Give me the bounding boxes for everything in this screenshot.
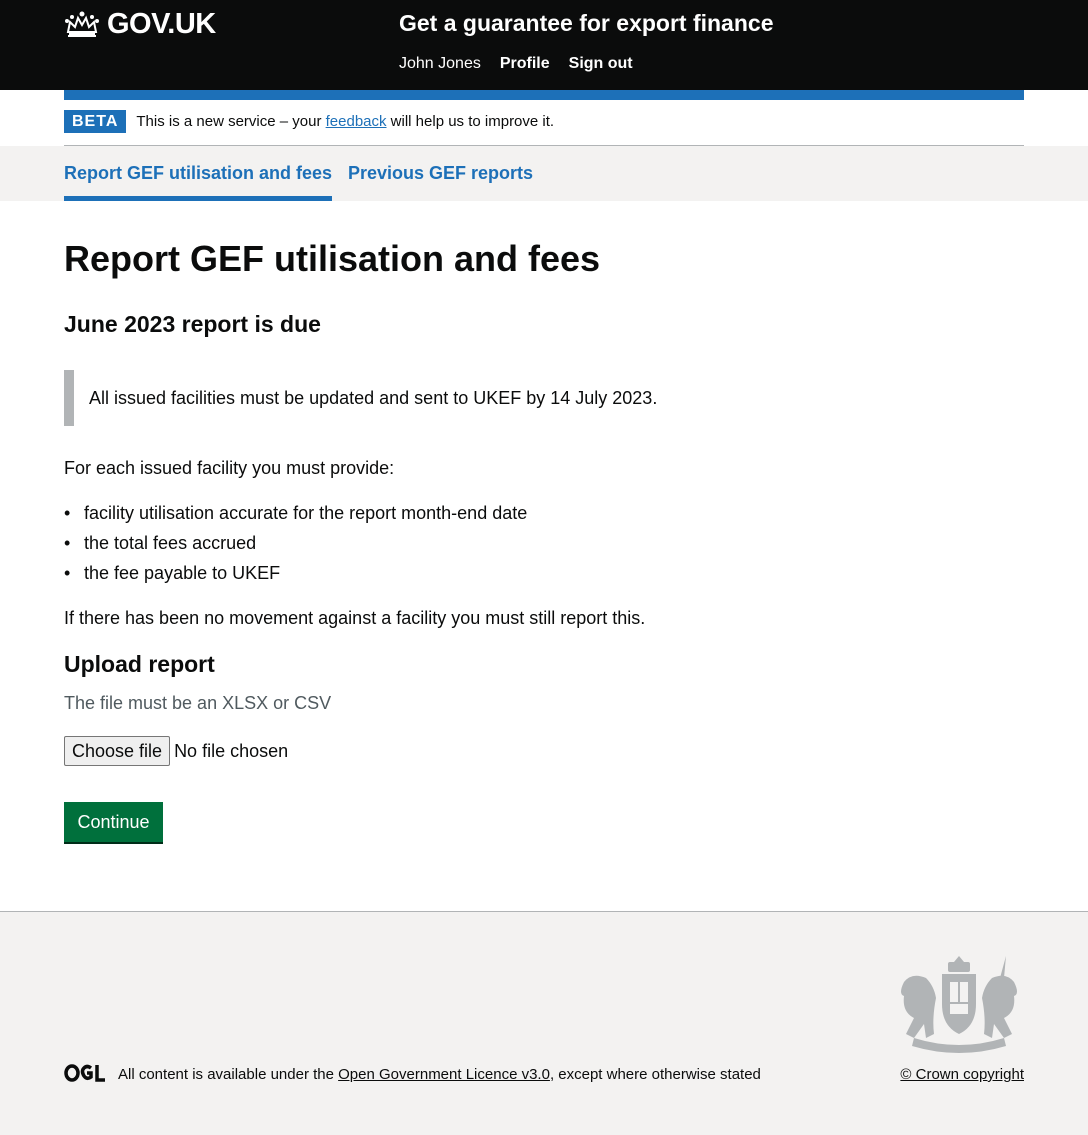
ogl-link[interactable]: Open Government Licence v3.0 — [338, 1066, 550, 1083]
beta-text: This is a new service – your feedback will help us to improve it. — [136, 113, 555, 130]
intro-text: For each issued facility you must provide: — [64, 458, 395, 478]
header-blue-bar — [64, 90, 1024, 100]
file-status: No file chosen — [174, 740, 289, 761]
user-name: John Jones — [399, 55, 481, 72]
list-item: • the fee payable to UKEF — [64, 561, 527, 591]
requirements-list — [64, 501, 527, 591]
due-heading: June 2023 report is due — [64, 311, 321, 337]
crown-icon — [64, 10, 100, 40]
tab-previous-gef-reports[interactable]: Previous GEF reports — [348, 163, 534, 183]
ogl-logo-icon — [64, 1063, 106, 1083]
header-navigation — [399, 55, 633, 73]
crown-copyright-link[interactable]: © Crown copyright — [900, 1066, 1024, 1083]
list-item: • facility utilisation accurate for the report month-end date — [64, 501, 527, 531]
govuk-logo-link[interactable] — [64, 8, 216, 41]
sub-navigation — [0, 146, 1088, 201]
no-movement-text: If there has been no movement against a facility you must still report this. — [64, 608, 646, 628]
site-footer — [0, 911, 1088, 1135]
upload-hint: The file must be an XLSX or CSV — [64, 693, 332, 713]
upload-heading: Upload report — [64, 651, 215, 677]
sign-out-link[interactable]: Sign out — [568, 55, 633, 72]
service-name[interactable]: Get a guarantee for export finance — [399, 10, 774, 36]
logo-text: GOV.UK — [107, 8, 216, 40]
licence-text: All content is available under the Open Government Licence v3.0, except where otherwise stated — [118, 1066, 761, 1083]
header-container — [64, 0, 1024, 100]
royal-coat-of-arms-icon — [894, 952, 1024, 1057]
choose-file-button[interactable]: Choose file — [64, 736, 170, 766]
page-title: Report GEF utilisation and fees — [64, 238, 601, 279]
tab-report-gef-utilisation[interactable]: Report GEF utilisation and fees — [64, 163, 332, 201]
profile-link[interactable]: Profile — [499, 55, 550, 72]
continue-button[interactable]: Continue — [64, 802, 163, 842]
phase-banner — [64, 100, 1024, 146]
list-item: • the total fees accrued — [64, 531, 527, 561]
file-upload-input[interactable] — [64, 736, 288, 766]
feedback-link[interactable]: feedback — [325, 113, 387, 130]
inset-text: All issued facilities must be updated and sent to UKEF by 14 July 2023. — [64, 370, 1024, 426]
beta-tag: BETA — [64, 110, 126, 133]
